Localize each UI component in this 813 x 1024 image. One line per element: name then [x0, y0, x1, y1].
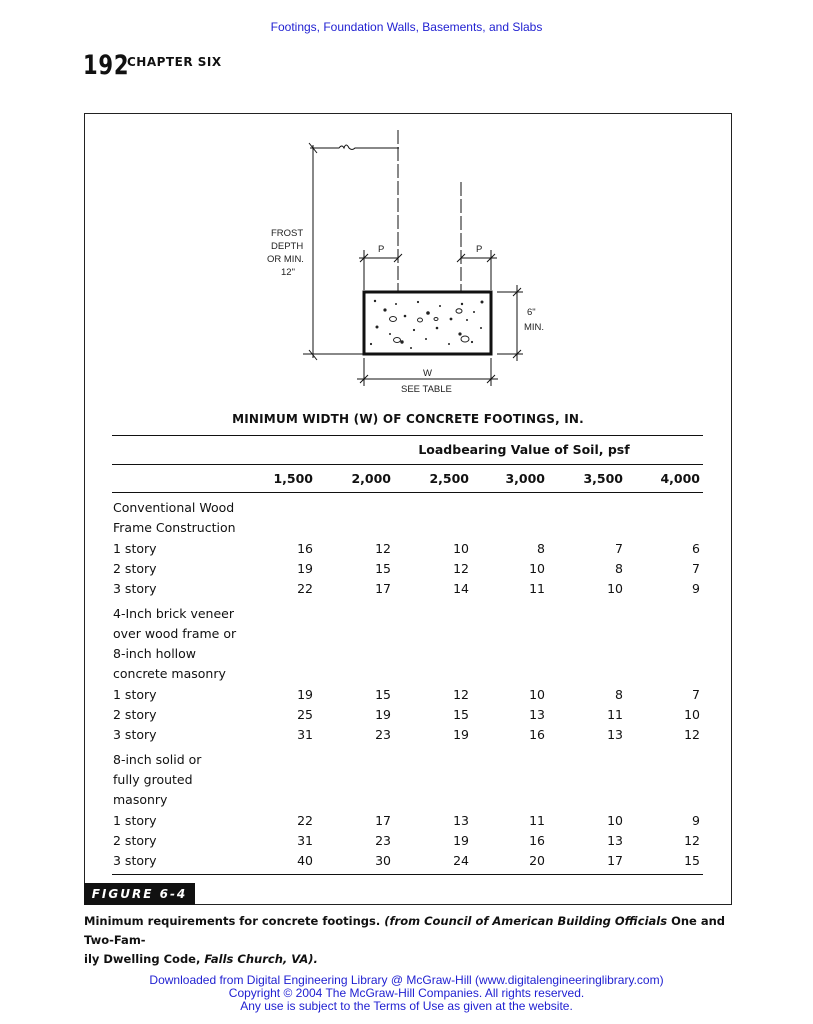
- table-cell: 7: [692, 686, 700, 702]
- col-head-1500: 1,500: [273, 471, 313, 486]
- six-inch-label: 6": [527, 307, 536, 318]
- table-cell: 9: [692, 812, 700, 828]
- table-subhead: Loadbearing Value of Soil, psf: [418, 442, 630, 457]
- col-head-2500: 2,500: [429, 471, 469, 486]
- table-cell: 19: [297, 686, 313, 702]
- table-cell: 24: [453, 853, 469, 869]
- table-cell: 11: [529, 812, 545, 828]
- table-top-rule: [112, 435, 703, 436]
- group-label: masonry: [113, 792, 168, 808]
- table-cell: 19: [453, 727, 469, 743]
- table-cell: 22: [297, 581, 313, 597]
- table-cell: 17: [607, 853, 623, 869]
- table-cell: 10: [684, 707, 700, 722]
- group-label: concrete masonry: [113, 666, 226, 682]
- chapter-title: CHAPTER SIX: [127, 55, 222, 69]
- table-cell: 8: [615, 686, 623, 702]
- table-cell: 15: [375, 560, 391, 576]
- table-cell: 12: [453, 560, 469, 576]
- table-cell: 13: [607, 832, 623, 848]
- table-cell: 11: [607, 707, 623, 722]
- table-cell: 6: [692, 540, 700, 556]
- table-cell: 12: [375, 540, 391, 556]
- table-cell: 15: [684, 853, 700, 869]
- table-cell: 7: [615, 540, 623, 556]
- table-cell: 8: [615, 560, 623, 576]
- row-label: 3 story: [113, 727, 157, 743]
- w-label: W: [423, 368, 432, 379]
- table-cell: 13: [529, 707, 545, 722]
- table-cell: 10: [529, 686, 545, 702]
- table-cell: 40: [297, 853, 313, 869]
- table-cell: 12: [684, 832, 700, 848]
- table-cell: 12: [684, 727, 700, 743]
- table-cell: 31: [297, 727, 313, 743]
- svg-text:OR MIN.: OR MIN.: [267, 254, 304, 265]
- row-label: 3 story: [113, 581, 157, 597]
- row-label: 2 story: [113, 560, 157, 576]
- table-header-rule: [112, 464, 703, 465]
- group-label: 8-inch hollow: [113, 646, 197, 662]
- table-cell: 15: [375, 686, 391, 702]
- table-cell: 15: [453, 707, 469, 722]
- table-cell: 17: [375, 581, 391, 597]
- group-label: fully grouted: [113, 771, 193, 787]
- col-head-3000: 3,000: [505, 471, 545, 486]
- row-label: 1 story: [113, 540, 157, 556]
- col-head-3500: 3,500: [583, 471, 623, 486]
- table-cell: 17: [375, 812, 391, 828]
- table-cell: 12: [453, 686, 469, 702]
- col-head-2000: 2,000: [351, 471, 391, 486]
- footer-line-1: Downloaded from Digital Engineering Library @ McGraw-Hill (www.digitalengineeringlibrary.com): [149, 973, 664, 987]
- group-label: Frame Construction: [113, 520, 236, 536]
- table-cell: 20: [529, 853, 545, 869]
- table-cell: 11: [529, 581, 545, 597]
- table-cell: 8: [537, 540, 545, 556]
- table-cell: 19: [297, 560, 313, 576]
- table-cell: 16: [297, 540, 313, 556]
- table-cell: 16: [529, 727, 545, 743]
- table-cell: 25: [297, 707, 313, 722]
- col-head-4000: 4,000: [660, 471, 700, 486]
- table-cell: 14: [453, 581, 469, 597]
- table-bottom-rule: [112, 874, 703, 875]
- table-cell: 16: [529, 832, 545, 848]
- table-cell: 22: [297, 812, 313, 828]
- group-label: over wood frame or: [113, 625, 237, 641]
- table-cell: 13: [607, 727, 623, 743]
- table-cell: 10: [529, 560, 545, 576]
- svg-text:12": 12": [281, 267, 295, 278]
- svg-text:FROST: FROST: [271, 228, 304, 239]
- frost-depth-label: [267, 228, 304, 278]
- table-cell: 30: [375, 853, 391, 869]
- table-cell: 19: [375, 707, 391, 722]
- footer-line-3: Any use is subject to the Terms of Use as given at the website.: [240, 999, 573, 1013]
- table-title: MINIMUM WIDTH (W) OF CONCRETE FOOTINGS, IN.: [232, 412, 584, 426]
- table-cell: 23: [375, 832, 391, 848]
- min-label: MIN.: [524, 322, 545, 333]
- table-cell: 19: [453, 832, 469, 848]
- footing-diagram: [265, 120, 565, 395]
- table-cell: 31: [297, 832, 313, 848]
- see-table-label: SEE TABLE: [401, 384, 452, 395]
- row-label: 2 story: [113, 832, 157, 848]
- footer-line-2: Copyright © 2004 The McGraw-Hill Companies. All rights reserved.: [228, 986, 585, 1000]
- p-right-label: P: [476, 244, 483, 255]
- row-label: 1 story: [113, 812, 157, 828]
- group-label: Conventional Wood: [113, 500, 235, 515]
- footer: [0, 974, 813, 1013]
- table-cell: 10: [453, 540, 469, 556]
- table-cell: 7: [692, 560, 700, 576]
- row-label: 3 story: [113, 853, 157, 869]
- row-label: 1 story: [113, 686, 157, 702]
- page-number: 192: [83, 50, 130, 81]
- svg-text:DEPTH: DEPTH: [271, 241, 304, 252]
- table-cell: 10: [607, 581, 623, 597]
- table-cell: 9: [692, 581, 700, 597]
- figure-tag: FIGURE 6-4: [84, 883, 195, 905]
- group-label: 4-Inch brick veneer: [113, 605, 235, 621]
- table-cell: 10: [607, 812, 623, 828]
- figure-caption: Minimum requirements for concrete footings. (from Council of American Building Officials One and Two-Fam- ily Dwelling Code, Falls Church, VA).: [84, 914, 726, 966]
- p-left-label: P: [378, 244, 385, 255]
- group-label: 8-inch solid or: [113, 751, 202, 767]
- table-cell: 13: [453, 812, 469, 828]
- row-label: 2 story: [113, 707, 157, 722]
- running-head: Footings, Foundation Walls, Basements, and Slabs: [270, 20, 543, 34]
- table-column-rule: [112, 492, 703, 493]
- table-cell: 23: [375, 727, 391, 743]
